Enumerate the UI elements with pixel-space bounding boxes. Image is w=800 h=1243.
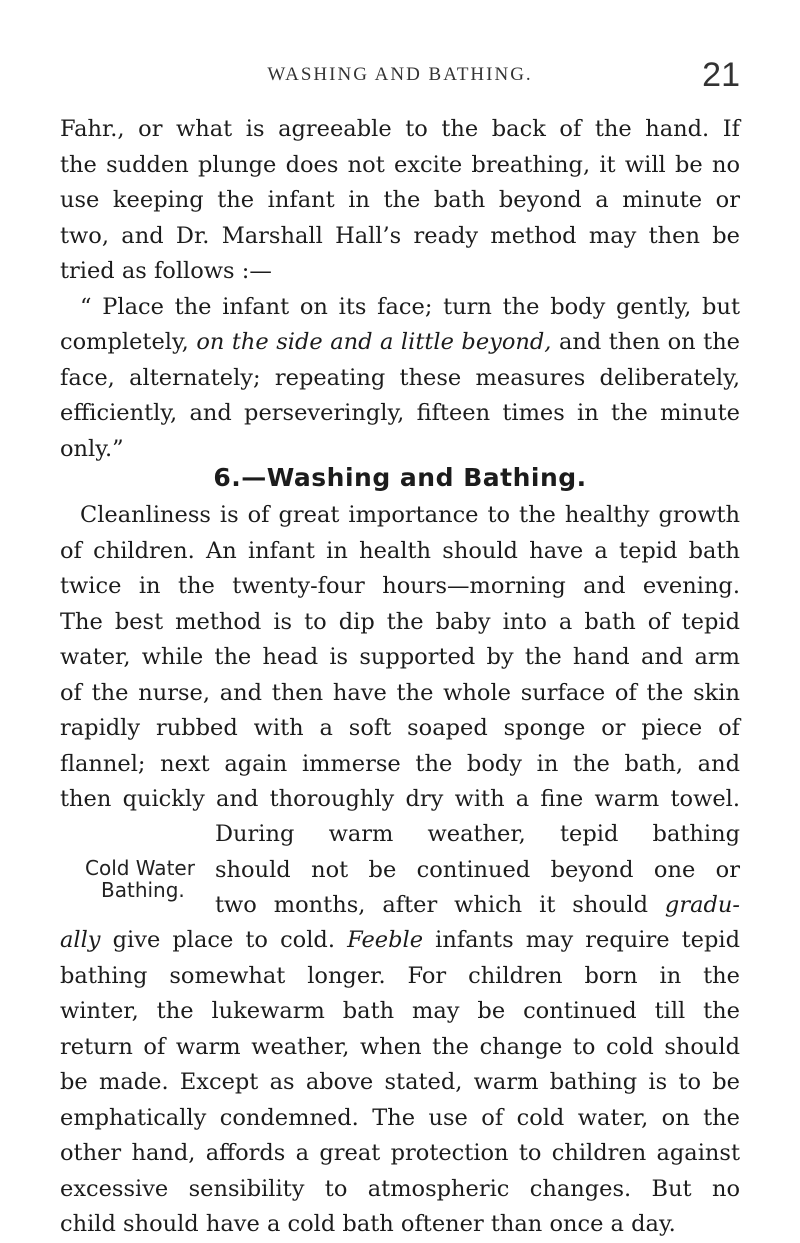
cleanliness-paragraph <box>60 498 740 818</box>
text-segment: give place to cold. <box>100 927 348 953</box>
text-line: twice in the twenty-four hours—morning and evening. <box>60 573 740 599</box>
text-line: use keeping the infant in the bath beyond a minute or <box>60 187 740 213</box>
italic-text: ally <box>60 927 101 953</box>
text-line: excessive sensibility to atmospheric changes. But no <box>60 1175 740 1202</box>
text-line: During warm weather, tepid bathing <box>215 821 740 847</box>
quote-line: “ Place the infant on its face; turn the body gently, but <box>80 293 740 320</box>
text-line: return of warm weather, when the change to cold should <box>60 1033 740 1060</box>
quote-italic-text: on the side and a little beyond, <box>196 329 552 355</box>
page-header <box>60 56 740 96</box>
text-line: the sudden plunge does not excite breathing, it will be no <box>60 151 740 178</box>
quote-text: and then on the <box>551 329 740 355</box>
text-line: then quickly and thoroughly dry with a fine warm towel. <box>60 786 740 812</box>
text-line: tried as follows :— <box>60 258 272 284</box>
margin-note <box>85 857 210 901</box>
page-number: 21 <box>702 56 740 94</box>
text-line <box>215 888 740 924</box>
text-line: winter, the lukewarm bath may be continued till the <box>60 998 740 1024</box>
cold-water-paragraph <box>60 923 740 1243</box>
text-line: child should have a cold bath oftener than once a day. <box>60 1211 676 1237</box>
quote-line: efficiently, and perseveringly, fifteen times in the minute <box>60 400 740 426</box>
quote-line <box>60 325 740 361</box>
cold-water-paragraph-start <box>215 817 740 924</box>
margin-note-line: Cold Water <box>85 856 195 880</box>
text-line: water, while the head is supported by the hand and arm <box>60 644 740 670</box>
text-line: two, and Dr. Marshall Hall’s ready method may then be <box>60 222 740 249</box>
text-segment: two months, after which it should <box>215 892 665 918</box>
text-line: be made. Except as above stated, warm bathing is to be <box>60 1069 740 1095</box>
text-line: flannel; next again immerse the body in the bath, and <box>60 750 740 777</box>
text-line: of children. An infant in health should have a tepid bath <box>60 537 740 564</box>
quote-line: face, alternately; repeating these measures deliberately, <box>60 364 740 391</box>
text-segment: infants may require tepid <box>423 927 740 953</box>
margin-note-line: Bathing. <box>101 878 185 902</box>
text-line: other hand, affords a great protection to children against <box>60 1140 740 1166</box>
text-line <box>60 923 740 959</box>
italic-text: Feeble <box>347 927 424 953</box>
quote-text: completely, <box>60 329 197 355</box>
section-heading: 6.—Washing and Bathing. <box>213 463 587 492</box>
text-line: The best method is to dip the baby into a bath of tepid <box>60 608 740 635</box>
text-line: bathing somewhat longer. For children born in the <box>60 962 740 989</box>
text-line: should not be continued beyond one or <box>215 856 740 883</box>
text-line: of the nurse, and then have the whole surface of the skin <box>60 679 740 706</box>
quote-line: only.” <box>60 435 124 462</box>
text-line: Fahr., or what is agreeable to the back of the hand. If <box>60 116 740 142</box>
running-title: WASHING AND BATHING. <box>267 64 533 85</box>
text-line: emphatically condemned. The use of cold water, on the <box>60 1104 740 1131</box>
text-line: Cleanliness is of great importance to the healthy growth <box>80 502 740 528</box>
italic-text: gradu- <box>664 892 740 918</box>
opening-paragraph <box>60 112 740 467</box>
text-line: rapidly rubbed with a soft soaped sponge or piece of <box>60 715 740 741</box>
